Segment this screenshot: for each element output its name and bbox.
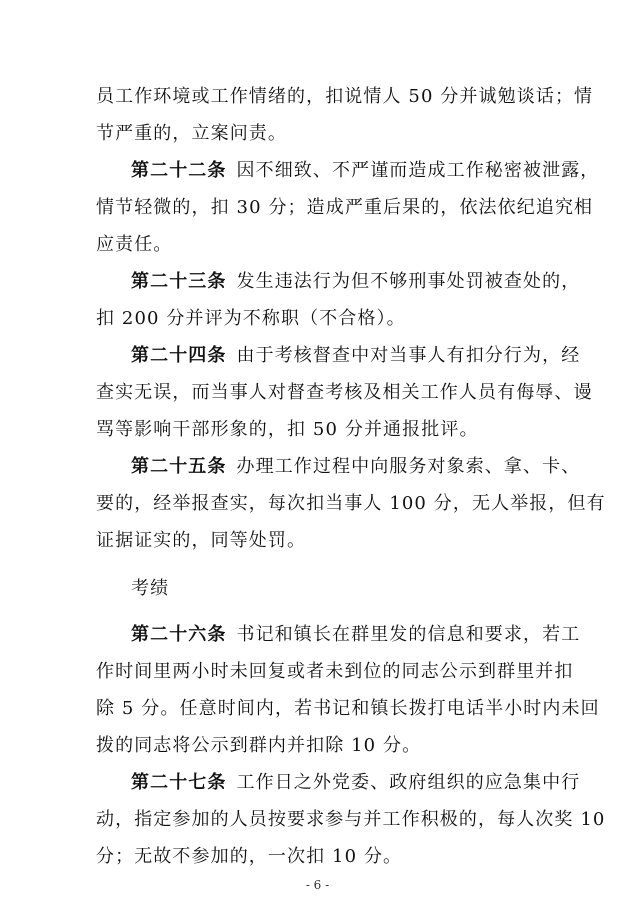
text-line: 拨的同志将公示到群内并扣除 10 分。 <box>96 735 422 756</box>
text-line: 作时间里两小时未回复或者未到位的同志公示到群里并扣 <box>96 661 574 682</box>
article-label: 第二十四条 <box>131 345 227 366</box>
article-23 <box>131 270 580 294</box>
text-line: 应责任。 <box>96 234 173 255</box>
text-line: 骂等影响干部形象的，扣 50 分并通报批评。 <box>96 419 479 440</box>
page-number: - 6 - <box>305 878 330 892</box>
article-26 <box>131 623 580 647</box>
text-line: 节严重的，立案问责。 <box>96 123 287 144</box>
article-text: 因不细致、不严谨而造成工作秘密被泄露， <box>236 160 600 181</box>
article-25 <box>131 455 580 479</box>
text-line: 员工作环境或工作情绪的，扣说情人 50 分并诚勉谈话；情 <box>96 86 594 107</box>
article-label: 第二十六条 <box>131 624 227 645</box>
article-label: 第二十二条 <box>131 160 227 181</box>
article-label: 第二十三条 <box>131 271 227 292</box>
article-text: 由于考核督查中对当事人有扣分行为，经 <box>236 345 581 366</box>
article-22 <box>131 159 599 183</box>
text-line: 证据证实的，同等处罚。 <box>96 530 307 551</box>
text-line: 情节轻微的，扣 30 分；造成严重后果的，依法依纪追究相 <box>96 197 594 218</box>
article-text: 办理工作过程中向服务对象索、拿、卡、 <box>236 456 581 477</box>
article-text: 发生违法行为但不够刑事处罚被查处的， <box>236 271 581 292</box>
text-line: 扣 200 分并评为不称职（不合格）。 <box>96 308 406 329</box>
article-24 <box>131 344 580 368</box>
section-heading: 考绩 <box>131 578 170 599</box>
article-label: 第二十七条 <box>131 772 227 793</box>
text-line: 查实无误，而当事人对督查考核及相关工作人员有侮辱、谩 <box>96 382 593 403</box>
text-line: 分；无故不参加的，一次扣 10 分。 <box>96 846 403 867</box>
article-text: 书记和镇长在群里发的信息和要求，若工 <box>236 624 581 645</box>
text-line: 要的，经举报查实，每次扣当事人 100 分，无人举报，但有 <box>96 493 606 514</box>
text-line: 动，指定参加的人员按要求参与并工作积极的，每人次奖 10 <box>96 809 606 830</box>
article-label: 第二十五条 <box>131 456 227 477</box>
article-27 <box>131 771 580 795</box>
article-text: 工作日之外党委、政府组织的应急集中行 <box>236 772 581 793</box>
text-line: 除 5 分。任意时间内，若书记和镇长拨打电话半小时内未回 <box>96 698 600 719</box>
